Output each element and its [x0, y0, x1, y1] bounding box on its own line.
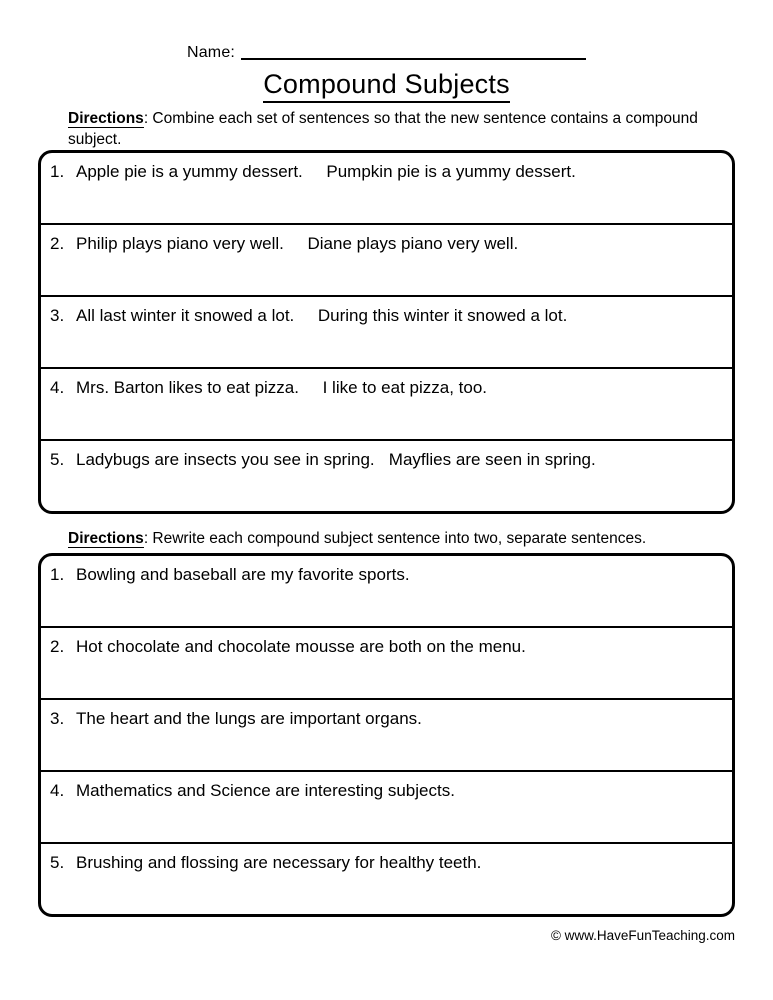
item-number: 3.	[50, 306, 65, 325]
item-number: 5.	[50, 853, 65, 872]
item-text: Hot chocolate and chocolate mousse are both on the menu.	[76, 637, 526, 656]
name-label: Name:	[186, 44, 236, 61]
item-text: Philip plays piano very well. Diane plays piano very well.	[76, 234, 519, 253]
item-text: Bowling and baseball are my favorite sports.	[76, 565, 410, 584]
directions-label-2: Directions	[68, 530, 144, 547]
exercise-row[interactable]	[41, 225, 732, 297]
item-text: Mathematics and Science are interesting subjects.	[76, 781, 455, 800]
name-write-line[interactable]	[241, 58, 586, 60]
exercise-row[interactable]	[41, 369, 732, 441]
exercise-box-1	[38, 150, 735, 514]
exercise-row[interactable]	[41, 772, 732, 844]
item-text: Mrs. Barton likes to eat pizza. I like to eat pizza, too.	[76, 378, 488, 397]
exercise-box-2	[38, 553, 735, 917]
page-title-text: Compound Subjects	[263, 68, 510, 103]
directions-section-2	[68, 528, 708, 549]
exercise-row[interactable]	[41, 441, 732, 513]
item-number: 4.	[50, 781, 65, 800]
footer-copyright: © www.HaveFunTeaching.com	[550, 928, 735, 943]
directions-label-1: Directions	[68, 110, 144, 127]
item-number: 2.	[50, 637, 65, 656]
page-title	[0, 68, 773, 103]
directions-text-1: : Combine each set of sentences so that the new sentence contains a compound subject.	[68, 110, 698, 148]
exercise-row[interactable]	[41, 844, 732, 916]
item-text: Brushing and flossing are necessary for healthy teeth.	[76, 853, 482, 872]
exercise-row[interactable]	[41, 556, 732, 628]
item-number: 5.	[50, 450, 65, 469]
item-text: All last winter it snowed a lot. During this winter it snowed a lot.	[76, 306, 568, 325]
item-text: Ladybugs are insects you see in spring. Mayflies are seen in spring.	[76, 450, 596, 469]
directions-section-1	[68, 108, 708, 150]
item-number: 1.	[50, 565, 65, 584]
exercise-row[interactable]	[41, 700, 732, 772]
exercise-row[interactable]	[41, 153, 732, 225]
directions-text-2: : Rewrite each compound subject sentence into two, separate sentences.	[143, 530, 647, 547]
item-text: Apple pie is a yummy dessert. Pumpkin pie is a yummy dessert.	[76, 162, 576, 181]
item-number: 4.	[50, 378, 65, 397]
exercise-row[interactable]	[41, 628, 732, 700]
item-number: 2.	[50, 234, 65, 253]
name-field-row	[0, 44, 773, 62]
exercise-row[interactable]	[41, 297, 732, 369]
item-number: 1.	[50, 162, 65, 181]
item-text: The heart and the lungs are important organs.	[76, 709, 422, 728]
item-number: 3.	[50, 709, 65, 728]
